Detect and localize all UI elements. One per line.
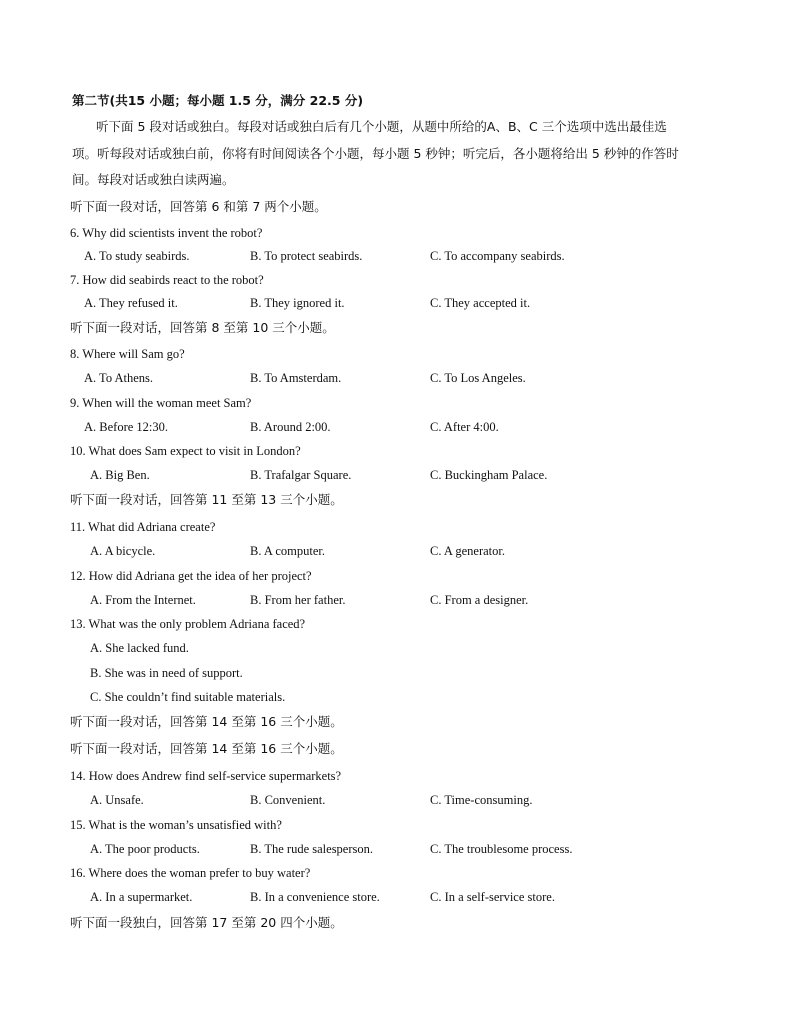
question-12: 12. How did Adriana get the idea of her project? xyxy=(70,569,312,583)
option-b: B. They ignored it. xyxy=(250,296,345,310)
option-c: C. To Los Angeles. xyxy=(430,371,526,385)
option-c: C. In a self-service store. xyxy=(430,890,555,904)
group-heading: 听下面一段对话，回答第 8 至第 10 三个小题。 xyxy=(70,320,335,335)
question-10: 10. What does Sam expect to visit in London? xyxy=(70,444,301,458)
option-c: C. A generator. xyxy=(430,544,505,558)
option-c: C. She couldn’t find suitable materials. xyxy=(90,690,286,704)
question-16: 16. Where does the woman prefer to buy water? xyxy=(70,866,311,880)
option-b: B. Convenient. xyxy=(250,793,326,807)
option-b: B. She was in need of support. xyxy=(90,666,243,680)
option-a: A. The poor products. xyxy=(90,842,200,856)
group-heading: 听下面一段对话，回答第 6 和第 7 两个小题。 xyxy=(70,199,327,214)
option-a: A. They refused it. xyxy=(84,296,178,310)
option-c: C. They accepted it. xyxy=(430,296,531,310)
option-c: C. From a designer. xyxy=(430,593,529,607)
option-b: B. A computer. xyxy=(250,544,325,558)
option-b: B. From her father. xyxy=(250,593,346,607)
option-a: A. A bicycle. xyxy=(90,544,156,558)
instruction-line-1: 听下面 5 段对话或独白。每段对话或独白后有几个小题，从题中所给的A、B、C 三个选项中选出最佳选 xyxy=(96,119,667,134)
option-a: A. She lacked fund. xyxy=(90,641,189,655)
question-15: 15. What is the woman’s unsatisfied with? xyxy=(70,818,282,832)
question-11: 11. What did Adriana create? xyxy=(70,520,216,534)
instruction-line-3: 间。每段对话或独白读两遍。 xyxy=(72,172,235,187)
question-8: 8. Where will Sam go? xyxy=(70,347,185,361)
question-13: 13. What was the only problem Adriana faced? xyxy=(70,617,306,631)
group-heading: 听下面一段对话，回答第 14 至第 16 三个小题。 xyxy=(70,741,343,756)
option-a: A. To study seabirds. xyxy=(84,249,190,263)
option-b: B. The rude salesperson. xyxy=(250,842,374,856)
option-b: B. To Amsterdam. xyxy=(250,371,342,385)
group-heading: 听下面一段独白，回答第 17 至第 20 四个小题。 xyxy=(70,915,343,930)
option-c: C. To accompany seabirds. xyxy=(430,249,565,263)
instruction-line-2: 项。听每段对话或独白前，你将有时间阅读各个小题，每小题 5 秒钟；听完后，各小题将给出 5 秒钟的作答时 xyxy=(72,146,679,161)
group-heading: 听下面一段对话，回答第 11 至第 13 三个小题。 xyxy=(70,492,343,507)
question-9: 9. When will the woman meet Sam? xyxy=(70,396,252,410)
option-c: C. Buckingham Palace. xyxy=(430,468,548,482)
option-a: A. Before 12:30. xyxy=(84,420,169,434)
option-b: B. Trafalgar Square. xyxy=(250,468,352,482)
question-6: 6. Why did scientists invent the robot? xyxy=(70,226,263,240)
option-a: A. Big Ben. xyxy=(90,468,150,482)
option-a: A. To Athens. xyxy=(84,371,154,385)
option-c: C. The troublesome process. xyxy=(430,842,573,856)
question-7: 7. How did seabirds react to the robot? xyxy=(70,273,264,287)
option-a: A. In a supermarket. xyxy=(90,890,193,904)
section-header: 第二节(共15 小题；每小题 1.5 分，满分 22.5 分) xyxy=(72,93,364,108)
option-b: B. To protect seabirds. xyxy=(250,249,363,263)
group-heading: 听下面一段对话，回答第 14 至第 16 三个小题。 xyxy=(70,714,343,729)
question-14: 14. How does Andrew find self-service supermarkets? xyxy=(70,769,342,783)
option-a: A. From the Internet. xyxy=(90,593,196,607)
option-b: B. In a convenience store. xyxy=(250,890,380,904)
option-c: C. Time-consuming. xyxy=(430,793,533,807)
option-c: C. After 4:00. xyxy=(430,420,499,434)
option-a: A. Unsafe. xyxy=(90,793,144,807)
option-b: B. Around 2:00. xyxy=(250,420,331,434)
